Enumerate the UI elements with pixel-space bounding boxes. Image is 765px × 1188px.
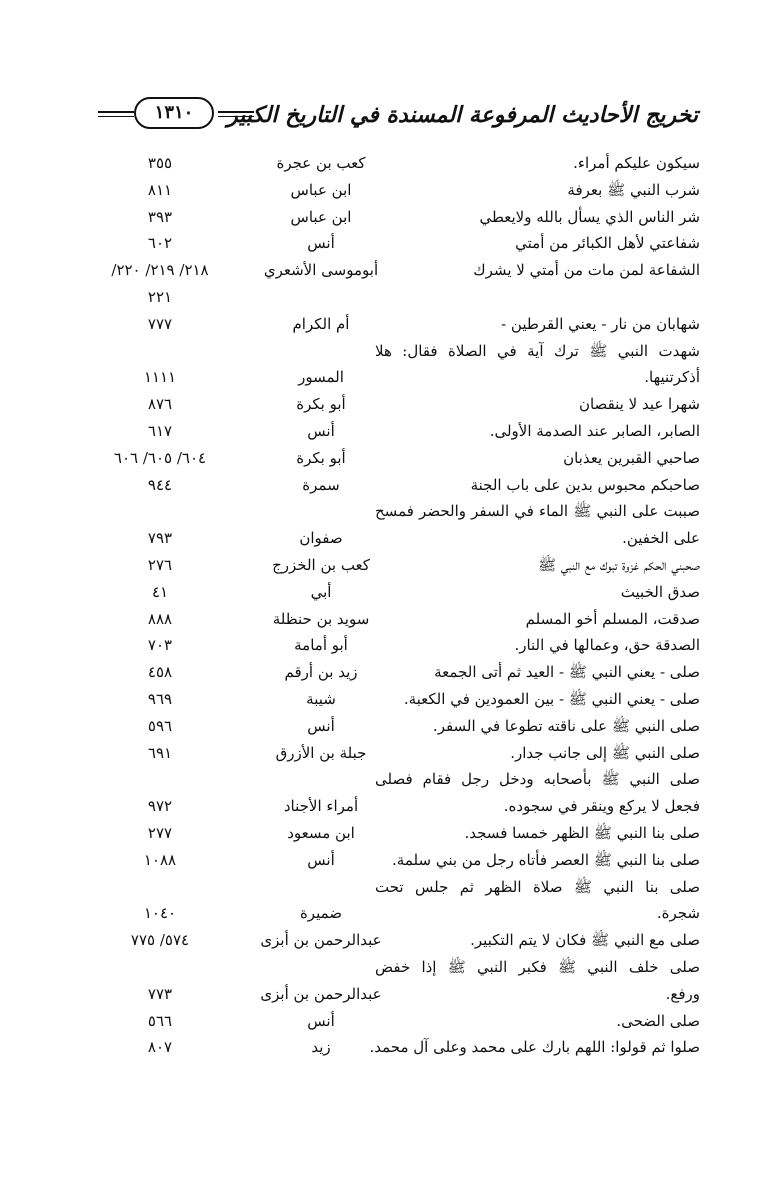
hadith-reference-number: ٢٧٧: [147, 823, 173, 842]
hadith-text: صلى خلف النبي ﷺ فكبر النبي ﷺ إذا خفض: [375, 957, 700, 976]
hadith-text: صدقت، المسلم أخو المسلم: [525, 609, 700, 628]
narrator-name: زيد بن أرقم: [284, 663, 358, 682]
narrator-name: أنس: [307, 716, 335, 735]
narrator-name: أنس: [307, 850, 335, 869]
hadith-text: أذكرتنيها.: [644, 368, 700, 387]
hadith-text: صدق الخبيث: [620, 582, 700, 601]
index-row: [90, 713, 700, 740]
header-rule-left: [98, 111, 134, 113]
hadith-text: فجعل لا يركع وينقر في سجوده.: [503, 797, 700, 816]
hadith-text: شهابان من نار - يعني القرطين -: [501, 314, 700, 333]
index-row: [90, 311, 700, 338]
page-title: تخريج الأحاديث المرفوعة المسندة في التاريخ الكبير: [227, 102, 698, 128]
index-row: [90, 525, 700, 552]
index-row: [90, 445, 700, 472]
hadith-reference-number: ٥٦٦: [147, 1011, 173, 1030]
hadith-reference-number: ٢١٨/ ٢١٩/ ٢٢٠/: [111, 261, 209, 280]
narrator-name: ابن مسعود: [287, 823, 355, 842]
hadith-text: صاحبكم محبوس بدين على باب الجنة: [470, 475, 700, 494]
hadith-text: صلى بنا النبي ﷺ الظهر خمسا فسجد.: [464, 823, 700, 842]
header-rule-right-thin: [218, 116, 254, 117]
hadith-text: الصدقة حق، وعمالها في النار.: [514, 636, 700, 655]
index-row: [90, 472, 700, 499]
narrator-name: ابن عباس: [290, 207, 352, 226]
index-row: [90, 900, 700, 927]
narrator-name: صفوان: [299, 529, 343, 548]
index-row: [90, 820, 700, 847]
index-row: [90, 954, 700, 981]
narrator-name: سويد بن حنظلة: [272, 609, 370, 628]
hadith-text: على الخفين.: [622, 529, 700, 548]
index-row: [90, 686, 700, 713]
hadith-reference-number: ٧٧٣: [147, 984, 173, 1003]
hadith-reference-number: ١٠٤٠: [143, 904, 177, 923]
narrator-name: ضميرة: [299, 904, 343, 923]
narrator-name: زيد: [311, 1038, 331, 1057]
hadith-text: شهرا عيد لا ينقصان: [578, 395, 700, 414]
hadith-text: صلى بنا النبي ﷺ العصر فأتاه رجل من بني سلمة.: [392, 850, 700, 869]
index-row: [90, 740, 700, 767]
narrator-name: سمرة: [302, 475, 340, 494]
index-row: [90, 659, 700, 686]
narrator-name: جبلة بن الأزرق: [275, 743, 367, 762]
index-row: [90, 284, 700, 311]
index-row: [90, 1008, 700, 1035]
narrator-name: ابن عباس: [290, 180, 352, 199]
narrator-name: أنس: [307, 234, 335, 253]
hadith-reference-number: ٩٦٩: [147, 689, 173, 708]
hadith-text: شفاعتي لأهل الكبائر من أمتي: [515, 234, 700, 253]
index-row: [90, 793, 700, 820]
hadith-text: ورفع.: [665, 984, 700, 1003]
hadith-text: صببت على النبي ﷺ الماء في السفر والحضر فمسح: [375, 502, 700, 521]
narrator-name: أبو أمامة: [294, 636, 348, 655]
narrator-name: عبدالرحمن بن أبزى: [260, 984, 382, 1003]
hadith-reference-number: ٩٤٤: [147, 475, 173, 494]
index-row: [90, 981, 700, 1008]
hadith-text: الشفاعة لمن مات من أمتي لا يشرك: [473, 261, 700, 280]
header-rule-right: [218, 111, 254, 113]
hadith-text: صلى الضحى.: [616, 1011, 700, 1030]
narrator-name: عبدالرحمن بن أبزى: [260, 931, 382, 950]
hadith-text: صلى - يعني النبي ﷺ - بين العمودين في الكعبة.: [403, 689, 700, 708]
hadith-reference-number: ٢٧٦: [147, 555, 173, 574]
page-header: [92, 96, 698, 142]
hadith-text: شرب النبي ﷺ بعرفة: [567, 180, 700, 199]
narrator-name: شيبة: [306, 689, 336, 708]
index-row: [90, 579, 700, 606]
hadith-reference-number: ٨٠٧: [147, 1038, 173, 1057]
narrator-name: أمراء الأجناد: [283, 797, 359, 816]
hadith-text: صلى النبي ﷺ بأصحابه ودخل رجل فقام فصلى: [375, 770, 700, 789]
index-row: [90, 498, 700, 525]
index-row: [90, 874, 700, 901]
narrator-name: أبوموسى الأشعري: [263, 261, 379, 280]
hadith-text: صلى بنا النبي ﷺ صلاة الظهر ثم جلس تحت: [375, 877, 700, 896]
hadith-text: سيكون عليكم أمراء.: [573, 154, 700, 172]
index-row: [90, 177, 700, 204]
index-row: [90, 766, 700, 793]
narrator-name: كعب بن عجرة: [276, 154, 366, 172]
hadith-reference-number: ١١١١: [143, 368, 177, 387]
index-row: [90, 257, 700, 284]
index-row: [90, 632, 700, 659]
header-rule-left-thin: [98, 116, 134, 117]
hadith-reference-number: ١٠٨٨: [143, 850, 177, 869]
hadith-reference-number: ٣٥٥: [147, 154, 173, 172]
index-row: [90, 552, 700, 579]
hadith-text: صلى النبي ﷺ إلى جانب جدار.: [510, 743, 700, 762]
narrator-name: أبو بكرة: [296, 395, 346, 414]
hadith-reference-number: ٧٠٣: [147, 636, 173, 655]
hadith-reference-number: ٦٩١: [147, 743, 173, 762]
hadith-reference-number: ٧٧٧: [147, 314, 173, 333]
narrator-name: أم الكرام: [292, 314, 350, 333]
hadith-text: صلى - يعني النبي ﷺ - العيد ثم أتى الجمعة: [434, 663, 700, 682]
hadith-text: صحبني الحكم غزوة تبوك مع النبي ﷺ: [537, 555, 700, 574]
index-row: [90, 1034, 700, 1061]
hadith-reference-number: ٨١١: [147, 180, 173, 199]
page-number: ١٣١٠: [134, 97, 214, 129]
hadith-reference-number: ٤٥٨: [147, 663, 173, 682]
index-row: [90, 391, 700, 418]
hadith-text: شجرة.: [656, 904, 700, 923]
index-row: [90, 847, 700, 874]
hadith-text: شهدت النبي ﷺ ترك آية في الصلاة فقال: هلا: [375, 341, 700, 360]
index-row: [90, 364, 700, 391]
hadith-text: صلى مع النبي ﷺ فكان لا يتم التكبير.: [470, 931, 700, 950]
hadith-reference-number: ٨٧٦: [147, 395, 173, 414]
hadith-reference-number: ٦٠٢: [147, 234, 173, 253]
hadith-reference-number: ٥٧٤/ ٧٧٥: [130, 931, 190, 950]
index-row: [90, 204, 700, 231]
hadith-text: صاحبي القبرين يعذبان: [563, 448, 700, 467]
hadith-reference-number: ٢٢١: [147, 287, 173, 306]
hadith-reference-number: ٩٧٢: [147, 797, 173, 816]
hadith-reference-number: ٦١٧: [147, 421, 173, 440]
index-row: [90, 606, 700, 633]
narrator-name: أبي: [310, 582, 332, 601]
index-row: [90, 418, 700, 445]
narrator-name: المسور: [298, 368, 344, 387]
index-row: [90, 150, 700, 177]
hadith-text: شر الناس الذي يسأل بالله ولايعطي: [479, 207, 700, 226]
hadith-text: الصابر، الصابر عند الصدمة الأولى.: [489, 421, 700, 440]
hadith-text: صلوا ثم قولوا: اللهم بارك على محمد وعلى آل محمد.: [369, 1038, 700, 1057]
hadith-reference-number: ٣٩٣: [147, 207, 173, 226]
hadith-reference-number: ٦٠٤/ ٦٠٥/ ٦٠٦: [113, 448, 207, 467]
hadith-index-table: [90, 150, 700, 1061]
index-row: [90, 927, 700, 954]
hadith-reference-number: ٤١: [151, 582, 169, 601]
hadith-reference-number: ٧٩٣: [147, 529, 173, 548]
narrator-name: كعب بن الخزرج: [272, 555, 370, 574]
narrator-name: أنس: [307, 421, 335, 440]
narrator-name: أبو بكرة: [296, 448, 346, 467]
hadith-text: صلى النبي ﷺ على ناقته تطوعا في السفر.: [432, 716, 700, 735]
hadith-reference-number: ٥٩٦: [147, 716, 173, 735]
index-row: [90, 230, 700, 257]
index-row: [90, 338, 700, 365]
narrator-name: أنس: [307, 1011, 335, 1030]
hadith-reference-number: ٨٨٨: [147, 609, 173, 628]
